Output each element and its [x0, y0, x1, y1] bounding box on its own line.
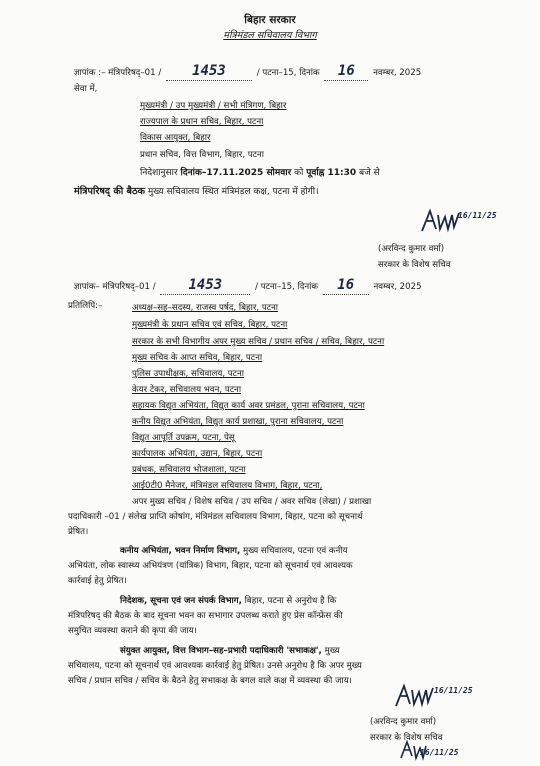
recipient-item: मुख्यमंत्री / उप मुख्यमंत्री / सभी मंत्रिगण, बिहार: [140, 101, 287, 111]
initial-date: 16/11/25: [420, 748, 459, 757]
signatory-designation: सरकार के विशेष सचिव: [370, 733, 443, 743]
memo-prefix: ज्ञापांक :– मंत्रिपरिषद्–01 /: [74, 68, 162, 78]
recipient-item: राज्यपाल के प्रधान सचिव, बिहार, पटना: [140, 117, 264, 127]
para-1-line-2: पदाधिकारी –01 / संलेख प्राप्ति कोषांग, मंत्रिमंडल सचिवालय विभाग, बिहार, पटना को सूचनार्थ: [68, 512, 363, 522]
meeting-title: मंत्रिपरिषद् की बैठक: [74, 186, 145, 197]
recipient-item: विकास आयुक्त, बिहार: [140, 133, 211, 143]
signature-date: 16/11/25: [434, 686, 473, 695]
para-2-line-3: कार्रवाई हेतु प्रेषित।: [68, 576, 127, 586]
copy-item: कार्यपालक अभियंता, उद्यान, बिहार, पटना: [132, 449, 263, 459]
para-3-line-3: समुचित व्यवस्था कराने की कृपा की जाय।: [68, 626, 197, 636]
recipient-item: प्रधान सचिव, वित्त विभाग, बिहार, पटना: [140, 150, 264, 160]
copy-item: सहायक विद्युत अभियंता, विद्युत कार्य अवर प्रमंडल, पुराना सचिवालय, पटना: [132, 401, 365, 411]
copy-item: विद्युत आपूर्ति उपक्रम, पटना, पेसू: [132, 433, 235, 443]
copy-item: केयर टेकर, सचिवालय भवन, पटना: [132, 385, 242, 395]
memo-day-handwritten: 16: [337, 63, 355, 79]
para-1-line-3: प्रेषित।: [68, 527, 89, 537]
memo-day-handwritten: 16: [337, 277, 355, 293]
copy-item: मुख्य सचिव के आप्त सचिव, बिहार, पटना: [132, 353, 263, 363]
copy-item: अध्यक्ष–सह–सदस्य, राजस्व पर्षद, बिहार, पटना: [132, 303, 279, 313]
signature-date: 16/11/25: [458, 211, 497, 220]
para-2-line-1: कनीय अभियंता, भवन निर्माण विभाग, मुख्य सचिवालय, पटना एवं कनीय: [120, 546, 348, 556]
copy-item: कनीय विद्युत अभियंता, विद्युत कार्य प्रशाखा, पुराना सचिवालय, पटना: [132, 417, 344, 427]
memo-middle: / पटना–15, दिनांक: [256, 68, 320, 78]
para-4-line-1: संयुक्त आयुक्त, वित्त विभाग–सह–प्रभारी पदाधिकारी 'सभाकक्ष', मुख्य: [120, 646, 340, 656]
copy-item: प्रबंधक, सचिवालय भोजशाला, पटना: [132, 465, 246, 475]
signature-2: [392, 680, 472, 716]
para-3-line-2: मंत्रिपरिषद् की बैठक के बाद सूचना भवन का सभागार उपलब्ध कराते हुए प्रेस कॉन्फ्रेंस की: [68, 611, 343, 621]
signatory-name: (अरविन्द कुमार वर्मा): [370, 717, 437, 727]
meeting-notice-line-2: मंत्रिपरिषद् की बैठक मुख्य सचिवालय स्थित मंत्रिमंडल कक्ष, पटना में होगी।: [74, 186, 319, 197]
copy-item: पुलिस उपाधीक्षक, सचिवालय, पटना: [132, 369, 245, 379]
memo-number-line-2: ज्ञापांक– मंत्रिपरिषद्–01 / 1453 / पटना–15, दिनांक 16 नवम्बर, 2025: [74, 276, 422, 295]
para-3-line-1: निदेशक, सूचना एवं जन संपर्क विभाग, बिहार, पटना से अनुरोध है कि: [120, 596, 337, 606]
para-2-line-2: अभियंता, लोक स्वास्थ्य अभियंत्रण (यांत्रिक) विभाग, बिहार, पटना को सूचनार्थ एवं आवश्यक: [68, 561, 353, 571]
copy-item: मुख्यमंत्री के प्रधान सचिव एवं सचिव, बिहार, पटना: [132, 320, 288, 330]
signatory-designation: सरकार के विशेष सचिव: [378, 260, 451, 270]
initial-signature: [398, 738, 459, 766]
department-title: मंत्रिमंडल सचिवालय विभाग: [223, 30, 317, 41]
memo-number-handwritten: 1453: [192, 63, 226, 79]
memo-month-year: नवम्बर, 2025: [373, 68, 422, 78]
meeting-notice-line-1: निदेशानुसार दिनांक–17.11.2025 सोमवार को पूर्वाह्न 11:30 बजे से: [140, 168, 380, 178]
copy-label: प्रतिलिपि:–: [68, 301, 103, 311]
signature-1: [418, 205, 498, 241]
meeting-date: दिनांक–17.11.2025 सोमवार: [180, 168, 292, 178]
government-title: बिहार सरकार: [244, 14, 296, 26]
para-1-line-1: अपर मुख्य सचिव / विशेष सचिव / उप सचिव / अवर सचिव (लेखा) / प्रशाखा: [132, 497, 372, 507]
memo-number-line-1: [74, 62, 421, 81]
para-4-line-2: सचिवालय, पटना को सूचनार्थ एवं आवश्यक कार्रवाई हेतु प्रेषित। उनसे अनुरोध है कि अपर मुख्य: [68, 661, 362, 671]
meeting-time: पूर्वाह्न 11:30: [306, 168, 357, 178]
para-4-line-3: सचिव / प्रधान सचिव / सचिव के बैठने हेतु सभाकक्ष के बगल वाले कक्ष में व्यवस्था की जाय।: [68, 676, 352, 686]
copy-item: आई0टी0 मैनेजर, मंत्रिमंडल सचिवालय विभाग, बिहार, पटना,: [132, 481, 323, 491]
to-label: सेवा में,: [74, 84, 98, 94]
signatory-name: (अरविन्द कुमार वर्मा): [378, 244, 445, 254]
copy-item: सरकार के सभी विभागीय अपर मुख्य सचिव / प्रधान सचिव / सचिव, बिहार, पटना: [132, 337, 385, 347]
memo-number-handwritten: 1453: [188, 277, 223, 293]
